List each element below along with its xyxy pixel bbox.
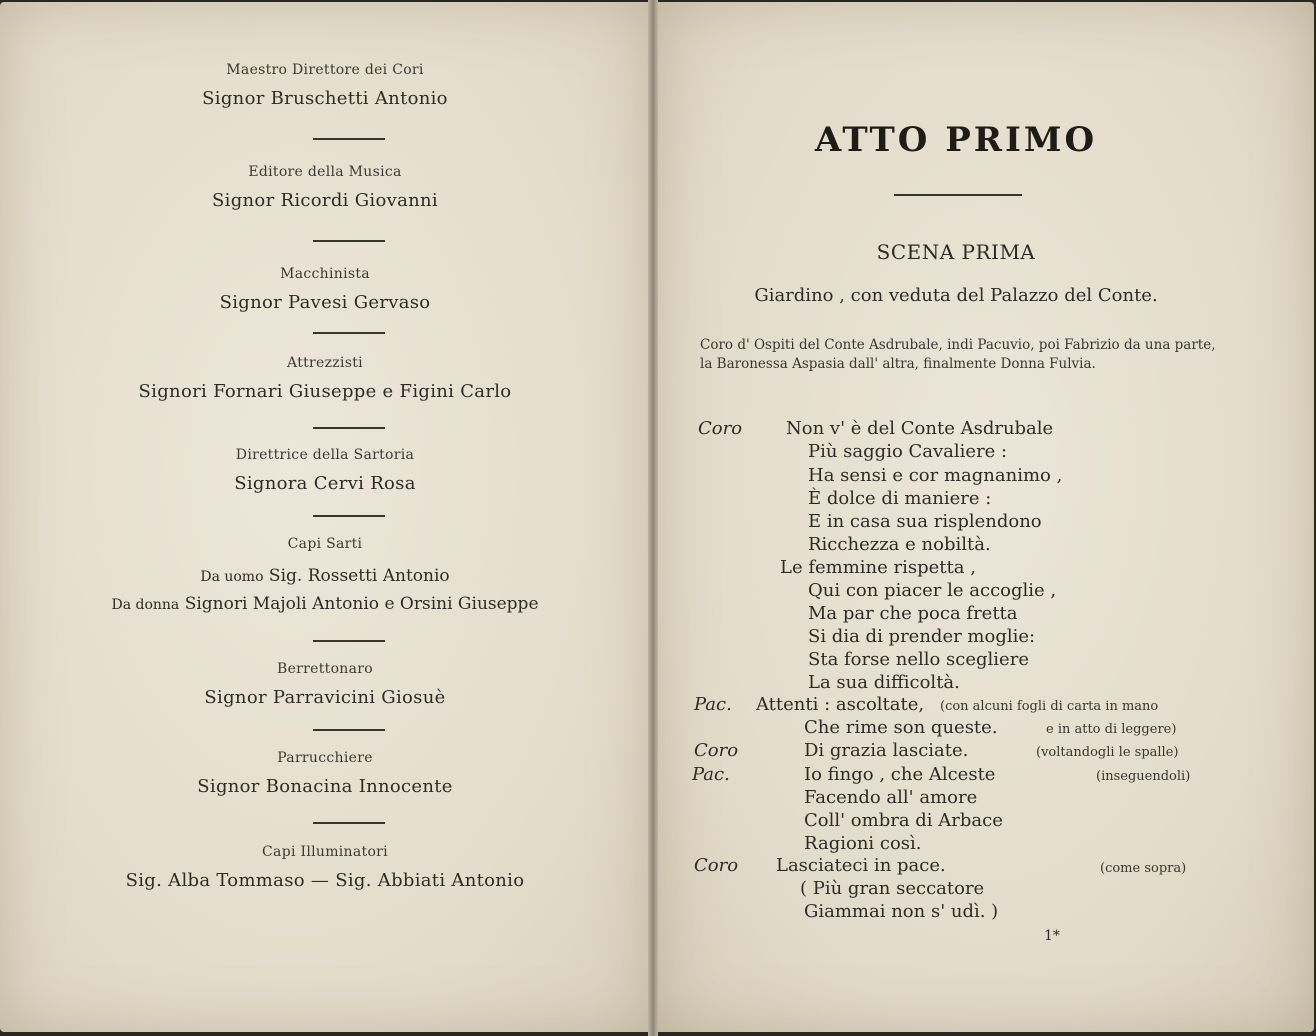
stage-note: (con alcuni fogli di carta in mano [940, 699, 1159, 714]
credit-berrettonaro [0, 661, 650, 708]
stage-note: (voltandogli le spalle) [1036, 745, 1179, 760]
divider [313, 240, 385, 242]
verse-line: Ma par che poca fretta [808, 603, 1018, 624]
credit-role: Parrucchiere [277, 750, 373, 766]
credit-attrezzisti [0, 355, 650, 402]
verse-line: Io fingo , che Alceste [804, 764, 996, 785]
stage-note: (inseguendoli) [1096, 769, 1191, 784]
divider [313, 515, 385, 517]
speaker-label: Coro [694, 740, 739, 761]
verse-line: Giammai non s' udì. ) [804, 901, 999, 922]
act-title: ATTO PRIMO [814, 120, 1098, 160]
credit-role: Direttrice della Sartoria [235, 447, 415, 463]
divider [313, 640, 385, 642]
verse-line: Sta forse nello scegliere [808, 649, 1029, 670]
stage-direction: Coro d' Ospiti del Conte Asdrubale, indi Pacuvio, poi Fabrizio da una parte, la Baronessa Aspasia dall' altra, finalmente Donna Fulvia. [700, 337, 1216, 372]
credit-person: Signora Cervi Rosa [234, 473, 416, 494]
verse-line: La sua difficoltà. [808, 672, 960, 693]
credit-role: Berrettonaro [276, 661, 373, 677]
stage-note: (come sopra) [1100, 861, 1187, 876]
speaker-label: Coro [698, 418, 743, 439]
credit-person: Signor Bruschetti Antonio [202, 88, 448, 109]
credit-editore [0, 164, 650, 211]
verse-line: Facendo all' amore [804, 787, 978, 808]
verse-line: ( Più gran seccatore [800, 878, 985, 899]
credit-person: Signori Fornari Giuseppe e Figini Carlo [138, 381, 512, 402]
credit-illuminatori [0, 844, 650, 891]
divider [313, 822, 385, 824]
verse-line: Ha sensi e cor magnanimo , [808, 465, 1063, 486]
credit-person: Signor Bonacina Innocente [197, 776, 453, 797]
verse-line: E in casa sua risplendono [808, 511, 1042, 532]
verse-line: Che rime son queste. [804, 717, 998, 738]
verse-line: Le femmine rispetta , [780, 557, 976, 578]
credit-role: Editore della Musica [248, 164, 402, 180]
credit-role: Macchinista [280, 266, 370, 282]
credit-capi-sarti [0, 536, 650, 552]
verse-line: È dolce di maniere : [808, 488, 992, 509]
credit-role: Attrezzisti [287, 355, 363, 371]
verse-line: Si dia di prender moglie: [808, 626, 1036, 647]
credit-person: Sig. Alba Tommaso — Sig. Abbiati Antonio [125, 870, 525, 891]
credit-maestro-cori [0, 62, 650, 109]
scene-setting: Giardino , con veduta del Palazzo del Conte. [754, 285, 1158, 306]
sarti-donna-label: Da donna [111, 597, 180, 613]
sarti-uomo-label: Da uomo [200, 569, 264, 585]
speaker-label: Pac. [692, 764, 730, 785]
verse-line: Ragioni così. [804, 833, 922, 854]
divider [313, 427, 385, 429]
speaker-label: Pac. [694, 694, 732, 715]
scene-title: SCENA PRIMA [876, 240, 1036, 264]
sarti-uomo-line [0, 566, 650, 586]
sarti-uomo-name: Sig. Rossetti Antonio [268, 566, 450, 586]
credit-macchinista [0, 266, 650, 313]
verse-line: Attenti : ascoltate, [756, 694, 925, 715]
stage-note: e in atto di leggere) [1046, 722, 1177, 737]
sarti-donna-name: Signori Majoli Antonio e Orsini Giuseppe [184, 594, 539, 614]
credit-parrucchiere [0, 750, 650, 797]
verse-line: Di grazia lasciate. [804, 740, 969, 761]
speaker-label: Coro [694, 855, 739, 876]
verse-line: Ricchezza e nobiltà. [808, 534, 991, 555]
verse-line: Più saggio Cavaliere : [808, 441, 1008, 462]
verse-line: Lasciateci in pace. [776, 855, 946, 876]
credit-sartoria [0, 447, 650, 494]
act-divider [894, 194, 1022, 196]
credit-role: Capi Sarti [287, 536, 363, 552]
credit-person: Signor Parravicini Giosuè [204, 687, 446, 708]
credit-person: Signor Ricordi Giovanni [212, 190, 438, 211]
divider [313, 332, 385, 334]
page-number: 1* [1044, 928, 1060, 944]
credit-role: Maestro Direttore dei Cori [226, 62, 424, 78]
credit-role: Capi Illuminatori [262, 844, 388, 860]
verse-line: Non v' è del Conte Asdrubale [786, 418, 1054, 439]
sarti-donna-line [0, 594, 650, 614]
divider [313, 729, 385, 731]
credit-person: Signor Pavesi Gervaso [219, 292, 431, 313]
divider [313, 138, 385, 140]
verse-line: Coll' ombra di Arbace [804, 810, 1003, 831]
verse-line: Qui con piacer le accoglie , [808, 580, 1057, 601]
